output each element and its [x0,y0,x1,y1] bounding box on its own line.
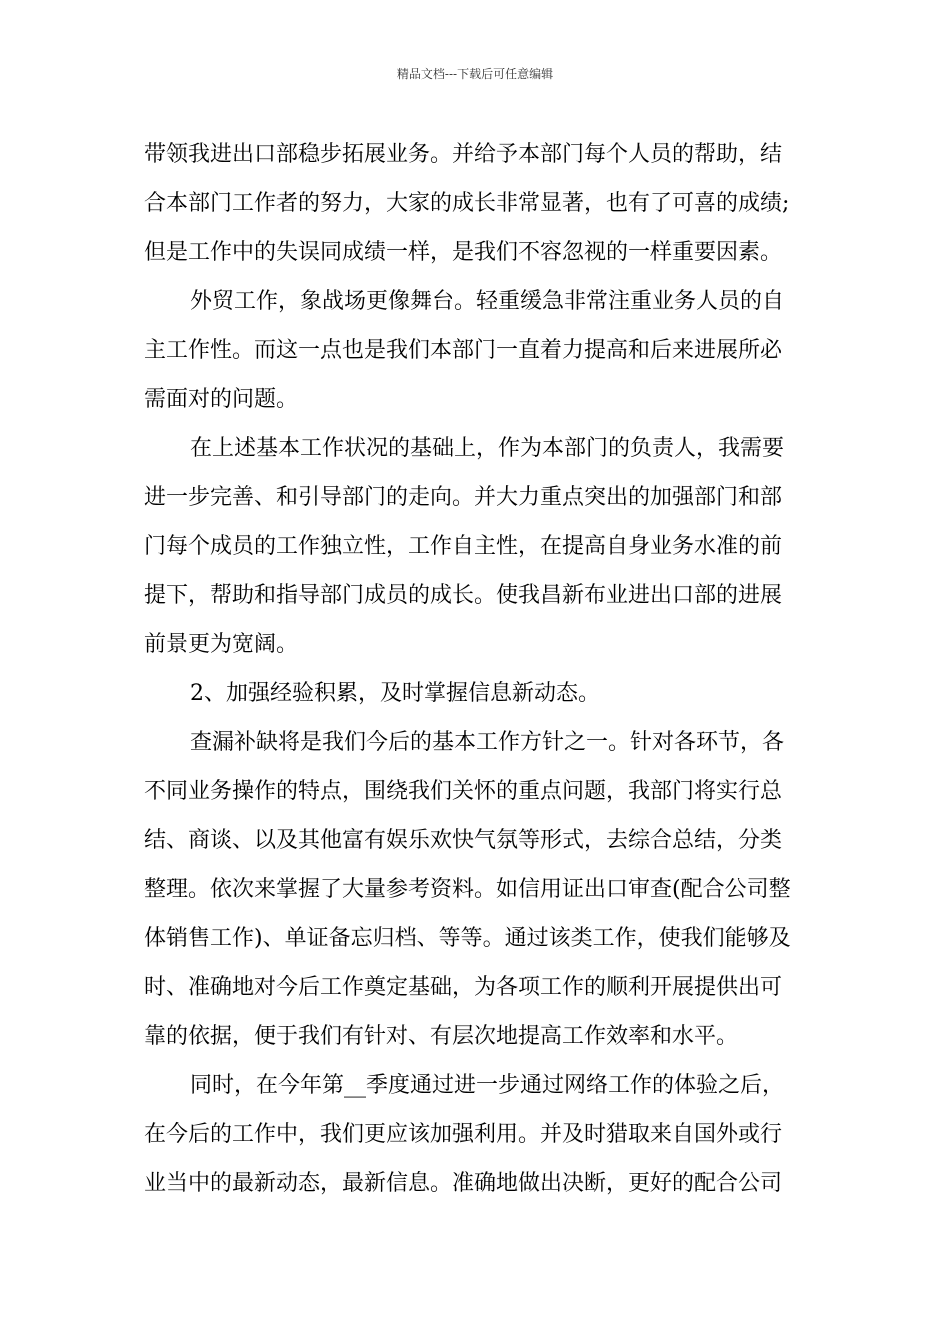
text-line: 同时，在今年第__季度通过进一步通过网络工作的体验之后， [190,1073,785,1098]
text-line: 带领我进出口部稳步拓展业务。并给予本部门每个人员的帮助，结 [144,142,783,167]
text-line: 提下，帮助和指导部门成员的成长。使我昌新布业进出口部的进展 [144,583,783,608]
text-line: 外贸工作，象战场更像舞台。轻重缓急非常注重业务人员的自 [190,289,785,314]
text-line: 不同业务操作的特点，围绕我们关怀的重点问题，我部门将实行总 [144,779,783,804]
text-line: 需面对的问题。 [144,387,299,412]
text-line: 前景更为宽阔。 [144,632,299,657]
text-line: 但是工作中的失误同成绩一样，是我们不容忽视的一样重要因素。 [144,240,783,265]
text-line: 结、商谈、以及其他富有娱乐欢快气氛等形式，去综合总结，分类 [144,828,783,853]
text-line: 在上述基本工作状况的基础上，作为本部门的负责人，我需要 [190,436,785,461]
text-line: 合本部门工作者的努力，大家的成长非常显著，也有了可喜的成绩; [144,191,790,216]
text-line: 时、准确地对今后工作奠定基础，为各项工作的顺利开展提供出可 [144,975,783,1000]
text-line: 整理。依次来掌握了大量参考资料。如信用证出口审查(配合公司整 [144,877,791,902]
text-line: 进一步完善、和引导部门的走向。并大力重点突出的加强部门和部 [144,485,783,510]
text-line: 靠的依据，便于我们有针对、有层次地提高工作效率和水平。 [144,1024,739,1049]
text-line: 门每个成员的工作独立性，工作自主性，在提高自身业务水准的前 [144,534,783,559]
text-line: 主工作性。而这一点也是我们本部门一直着力提高和后来进展所必 [144,338,783,363]
document-body [144,130,808,1208]
text-line: 业当中的最新动态，最新信息。准确地做出决断，更好的配合公司 [144,1171,783,1196]
text-line: 在今后的工作中，我们更应该加强利用。并及时猎取来自国外或行 [144,1122,783,1147]
section-heading: 2、加强经验积累，及时掌握信息新动态。 [190,681,600,706]
text-line: 体销售工作)、单证备忘归档、等等。通过该类工作，使我们能够及 [144,926,791,951]
text-line: 查漏补缺将是我们今后的基本工作方针之一。针对各环节，各 [190,730,785,755]
page-header: 精品文档---下载后可任意编辑 [396,67,554,81]
